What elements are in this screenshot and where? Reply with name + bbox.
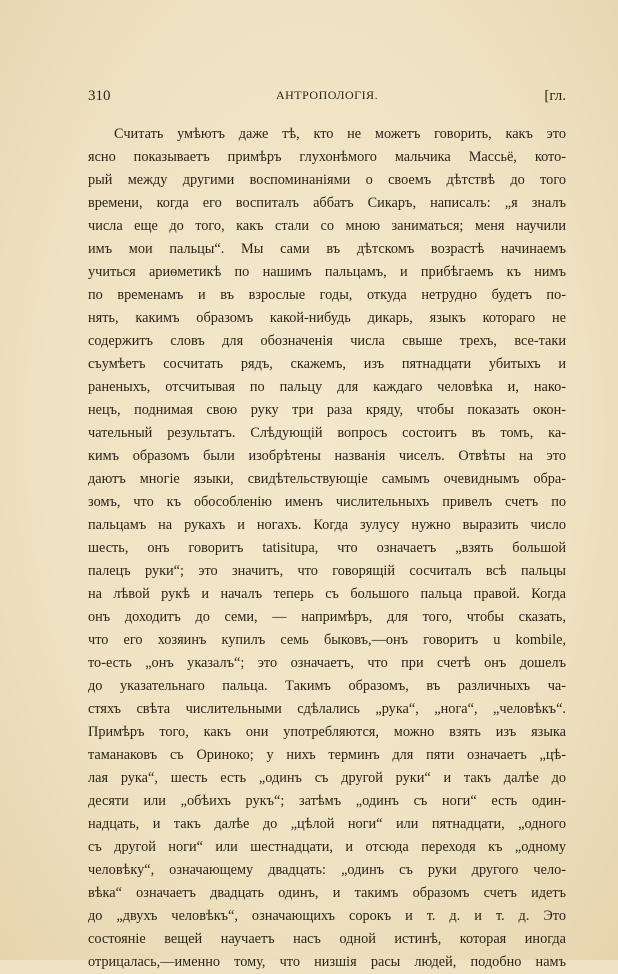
text-line: зомъ, что къ обособленію именъ числительныхъ привелъ счетъ по — [88, 494, 566, 510]
running-title: АНТРОПОЛОГІЯ. — [275, 88, 379, 102]
text-line: шесть, онъ говоритъ tatisitupa, что означаетъ „взять большой — [88, 540, 566, 556]
text-line: числа еще до того, какъ стали со мною заниматься; меня научили — [88, 218, 566, 234]
text-line: рый между другими воспоминаніями о своемъ дѣтствѣ до того — [88, 172, 566, 188]
text-line: состояніе вещей научаетъ насъ одной истинѣ, которая иногда — [88, 931, 566, 947]
text-line: что его хозяинъ купилъ семь быковъ,—онъ говоритъ u kombile, — [88, 632, 566, 648]
text-line: раненыхъ, отсчитывая по пальцу для каждаго человѣка и, нако- — [88, 379, 566, 395]
text-line: Считать умѣютъ даже тѣ, кто не можетъ говорить, какъ это — [114, 126, 566, 142]
page-number: 310 — [88, 88, 111, 104]
text-line: ясно показываетъ примѣръ глухонѣмого мальчика Массьё, кото- — [88, 149, 566, 165]
text-line: вѣка“ означаетъ двадцать одинъ, и такимъ образомъ счетъ идетъ — [88, 885, 566, 901]
text-line: содержитъ словъ для обозначенія числа свыше трехъ, все-таки — [88, 333, 566, 349]
text-line: имъ мои пальцы“. Мы сами въ дѣтскомъ возрастѣ начинаемъ — [88, 241, 566, 257]
text-line: палецъ руки“; это значитъ, что говорящій сосчиталъ всѣ пальцы — [88, 563, 566, 579]
text-line: съумѣетъ сосчитать рядъ, скажемъ, изъ пятнадцати убитыхъ и — [88, 356, 566, 372]
text-line: десяти или „обѣихъ рукъ“; затѣмъ „одинъ съ ноги“ есть один- — [88, 793, 566, 809]
text-line: времени, когда его воспиталъ аббатъ Сикаръ, написалъ: „я зналъ — [88, 195, 566, 211]
text-line: отрицалась,—именно тому, что низшія расы людей, подобно намъ — [88, 954, 566, 970]
text-line: человѣку“, означающему двадцать: „одинъ съ руки другого чело- — [88, 862, 566, 878]
text-line: учиться ариѳметикѣ по нашимъ пальцамъ, и прибѣгаемъ къ нимъ — [88, 264, 566, 280]
body-text — [88, 123, 566, 974]
running-header — [88, 88, 566, 108]
text-line: пальцамъ на рукахъ и ногахъ. Когда зулусу нужно выразить число — [88, 517, 566, 533]
chapter-mark: [гл. — [544, 88, 566, 104]
text-line: нецъ, поднимая свою руку три раза кряду, чтобы показать окон- — [88, 402, 566, 418]
text-line: даютъ многіе языки, свидѣтельствующіе самымъ очевиднымъ обра- — [88, 471, 566, 487]
text-line: чательный результатъ. Слѣдующій вопросъ состоитъ въ томъ, ка- — [88, 425, 566, 441]
text-line: Примѣръ того, какъ они употребляются, можно взять изъ языка — [88, 724, 566, 740]
text-line: по временамъ и въ взрослые годы, откуда нетрудно будетъ по- — [88, 287, 566, 303]
text-line: съ другой ноги“ или шестнадцати, и отсюда переходя къ „одному — [88, 839, 566, 855]
text-line: на лѣвой рукѣ и началъ теперь съ большого пальца правой. Когда — [88, 586, 566, 602]
text-line: лая рука“, шесть есть „одинъ съ другой руки“ и такъ далѣе до — [88, 770, 566, 786]
text-line: нять, какимъ образомъ какой-нибудь дикарь, языкъ котораго не — [88, 310, 566, 326]
text-line: надцать, и такъ далѣе до „цѣлой ноги“ или пятнадцати, „одного — [88, 816, 566, 832]
text-line: до указательнаго пальца. Такимъ образомъ, въ различныхъ ча- — [88, 678, 566, 694]
text-line: таманаковъ съ Ориноко; у нихъ терминъ для пяти означаетъ „цѣ- — [88, 747, 566, 763]
text-line: то-есть „онъ указалъ“; это означаетъ, что при счетѣ онъ дошелъ — [88, 655, 566, 671]
text-line: стяхъ свѣта числительными сдѣлались „рука“, „нога“, „человѣкъ“. — [88, 701, 566, 717]
text-line: онъ доходитъ до семи, — напримѣръ, для того, чтобы сказать, — [88, 609, 566, 625]
text-line: кимъ образомъ были изобрѣтены названія чиселъ. Отвѣты на это — [88, 448, 566, 464]
text-line: до „двухъ человѣкъ“, означающихъ сорокъ и т. д. и т. д. Это — [88, 908, 566, 924]
